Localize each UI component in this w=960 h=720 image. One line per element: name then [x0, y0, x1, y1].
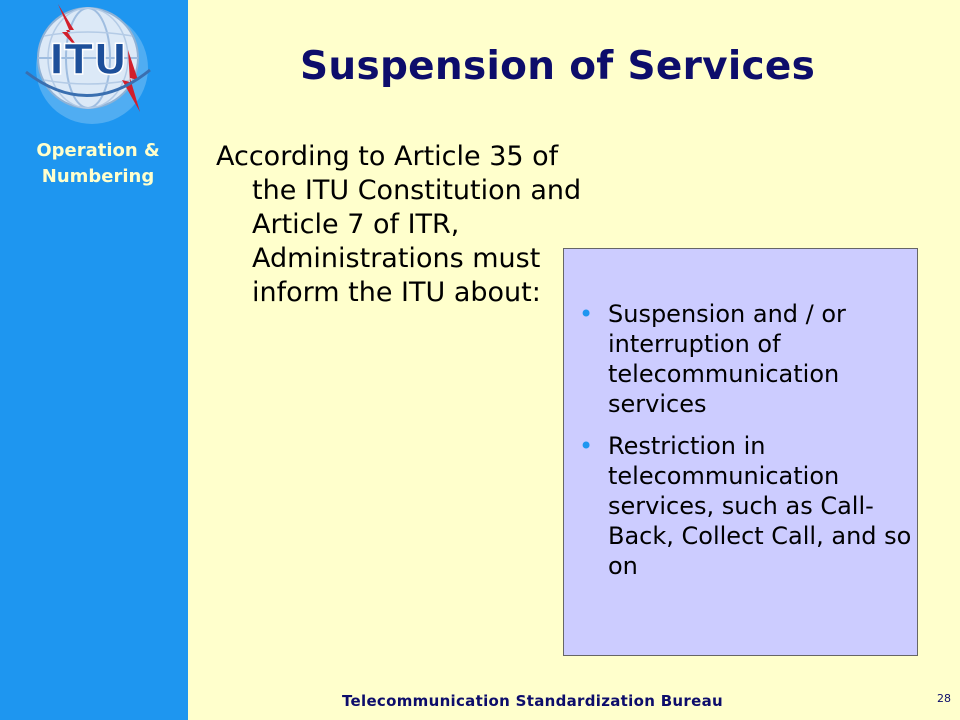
section-label-line1: Operation & [36, 140, 160, 161]
requirements-list [564, 249, 917, 581]
list-item-text: Restriction in telecommunication services, such as Call-Back, Collect Call, and so on [608, 432, 912, 580]
section-label [0, 138, 196, 190]
list-item [579, 299, 917, 419]
globe-icon [0, 0, 188, 130]
requirements-box [563, 248, 918, 656]
sidebar [0, 0, 188, 720]
list-item-text: Suspension and / or interruption of telecommunication services [608, 300, 846, 418]
bullet-icon: • [579, 432, 594, 460]
section-label-line2: Numbering [41, 166, 155, 187]
page-number: 28 [937, 692, 951, 705]
logo-text: ITU [48, 35, 128, 84]
itu-logo [0, 0, 188, 130]
slide-title: Suspension of Services [300, 44, 816, 89]
bullet-icon: • [579, 300, 594, 328]
list-item [579, 431, 917, 581]
footer-org: Telecommunication Standardization Bureau [342, 692, 723, 710]
intro-text: According to Article 35 of the ITU Constitution and Article 7 of ITR, Administrations must inform the ITU about: [216, 141, 582, 308]
